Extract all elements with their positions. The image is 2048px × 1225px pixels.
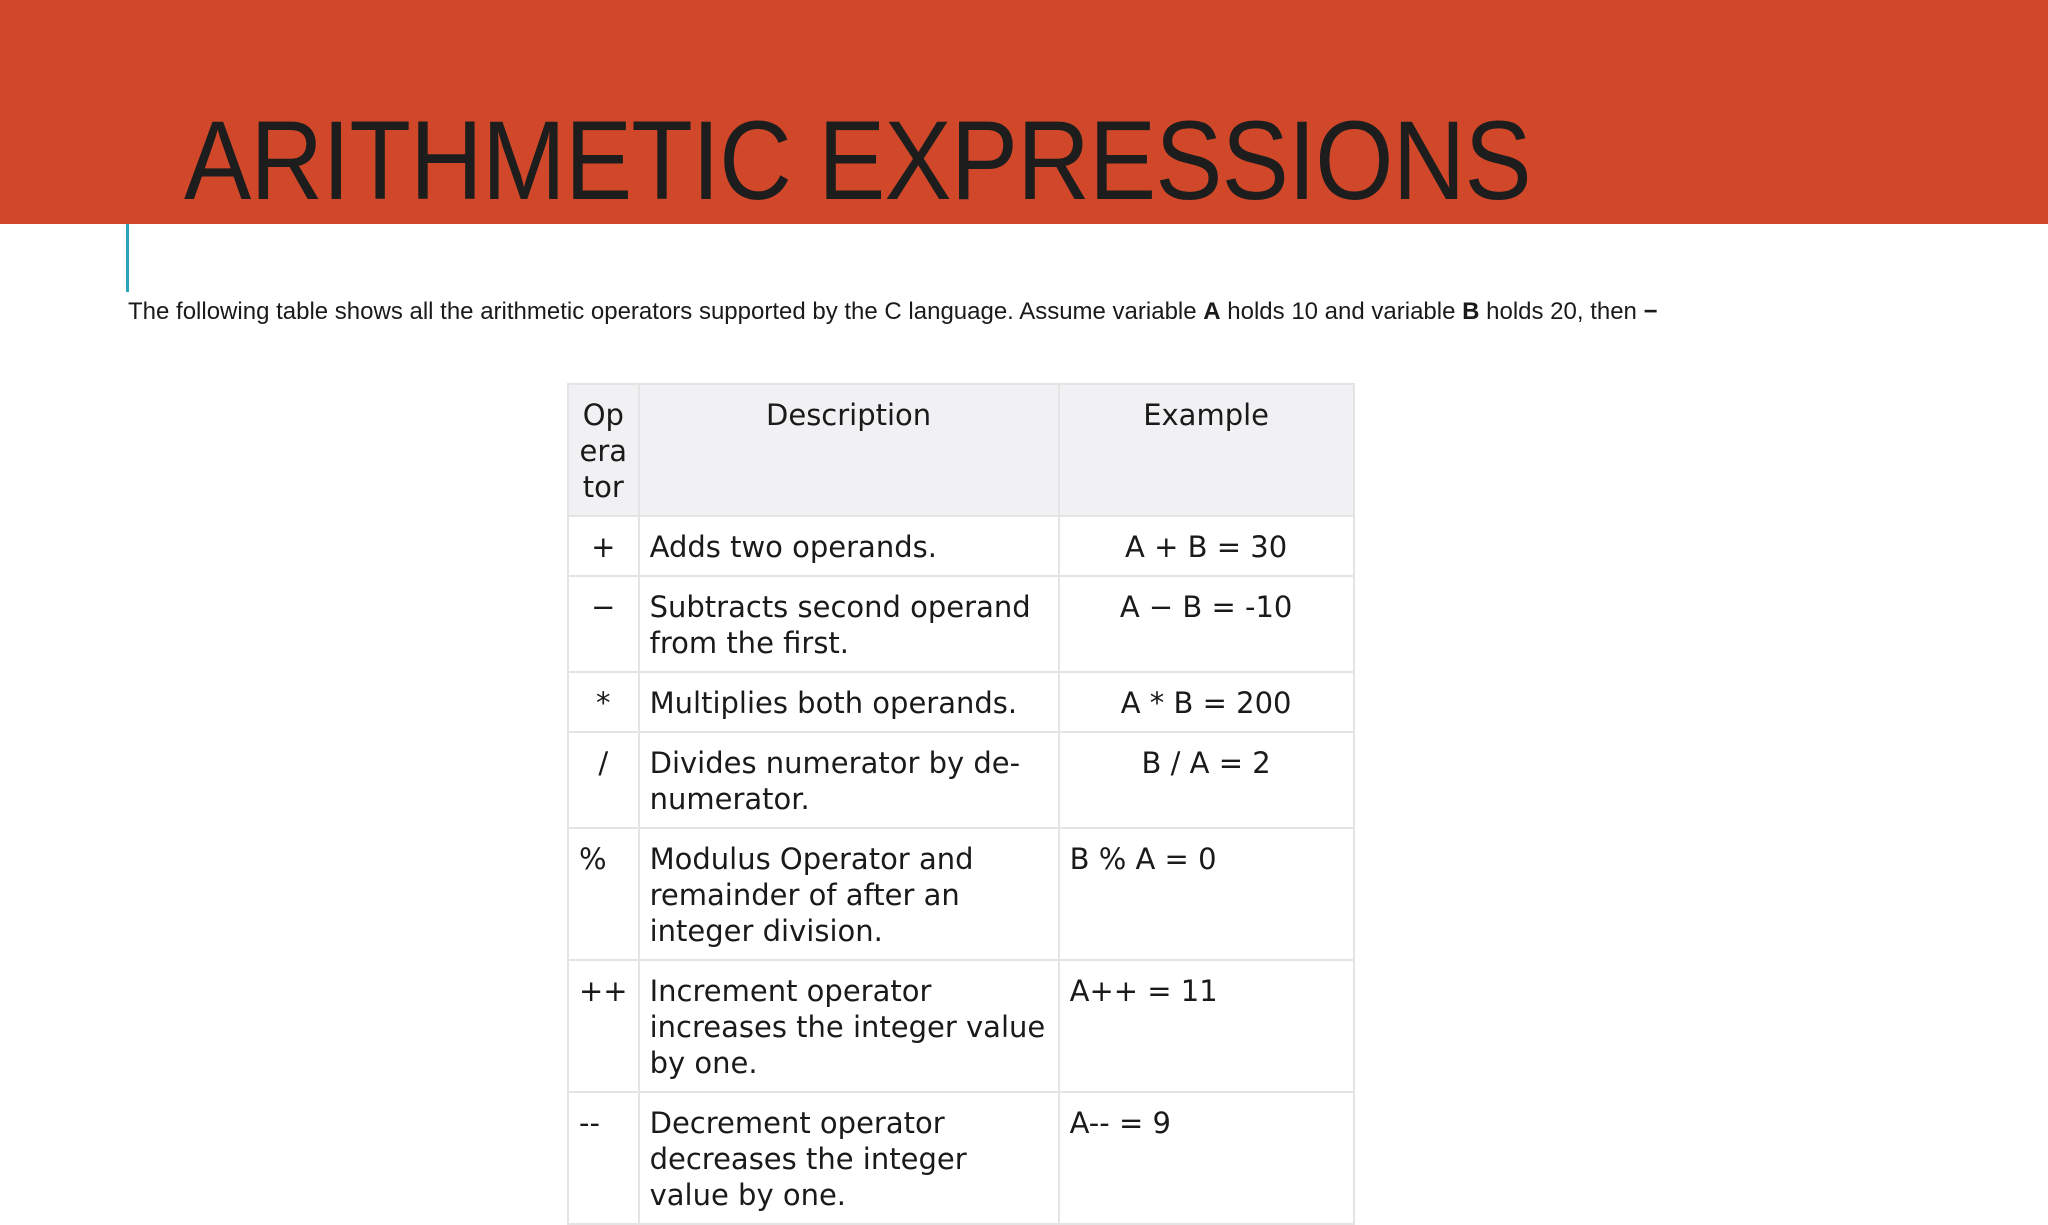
intro-dash: − bbox=[1643, 298, 1658, 325]
row-operator: / bbox=[568, 732, 639, 828]
row-operator: − bbox=[568, 576, 639, 672]
table-row bbox=[568, 672, 1354, 732]
table-row bbox=[568, 732, 1354, 828]
row-example: A-- = 9 bbox=[1059, 1092, 1354, 1224]
intro-var-a: A bbox=[1203, 298, 1221, 325]
row-description: Increment operator increases the integer value by one. bbox=[639, 960, 1059, 1092]
row-description: Subtracts second operand from the first. bbox=[639, 576, 1059, 672]
operators-table bbox=[567, 383, 1355, 1225]
row-example: B % A = 0 bbox=[1059, 828, 1354, 960]
row-example: A − B = -10 bbox=[1059, 576, 1354, 672]
row-description: Decrement operator decreases the integer value by one. bbox=[639, 1092, 1059, 1224]
row-example: A + B = 30 bbox=[1059, 516, 1354, 576]
row-description: Adds two operands. bbox=[639, 516, 1059, 576]
header-operator: Operator bbox=[568, 384, 639, 516]
row-operator: + bbox=[568, 516, 639, 576]
row-example: B / A = 2 bbox=[1059, 732, 1354, 828]
table-header-row bbox=[568, 384, 1354, 516]
row-description: Divides numerator by de-numerator. bbox=[639, 732, 1059, 828]
intro-text bbox=[128, 296, 1658, 328]
accent-bar bbox=[126, 224, 129, 292]
table-row bbox=[568, 516, 1354, 576]
row-operator: -- bbox=[568, 1092, 639, 1224]
row-description: Multiplies both operands. bbox=[639, 672, 1059, 732]
intro-var-b: B bbox=[1462, 298, 1480, 325]
row-description: Modulus Operator and remainder of after an integer division. bbox=[639, 828, 1059, 960]
intro-part2: holds 10 and variable bbox=[1220, 298, 1463, 325]
header-example: Example bbox=[1059, 384, 1354, 516]
table-row bbox=[568, 828, 1354, 960]
row-example: A++ = 11 bbox=[1059, 960, 1354, 1092]
row-operator: ++ bbox=[568, 960, 639, 1092]
row-example: A * B = 200 bbox=[1059, 672, 1354, 732]
row-operator: % bbox=[568, 828, 639, 960]
table-row bbox=[568, 1092, 1354, 1224]
intro-part3: holds 20, then bbox=[1479, 298, 1644, 325]
row-operator: * bbox=[568, 672, 639, 732]
header-description: Description bbox=[639, 384, 1059, 516]
slide-title: ARITHMETIC EXPRESSIONS bbox=[184, 98, 1531, 223]
table-row bbox=[568, 576, 1354, 672]
intro-part1: The following table shows all the arithmetic operators supported by the C language. Assume variable bbox=[128, 298, 1204, 325]
table-row bbox=[568, 960, 1354, 1092]
